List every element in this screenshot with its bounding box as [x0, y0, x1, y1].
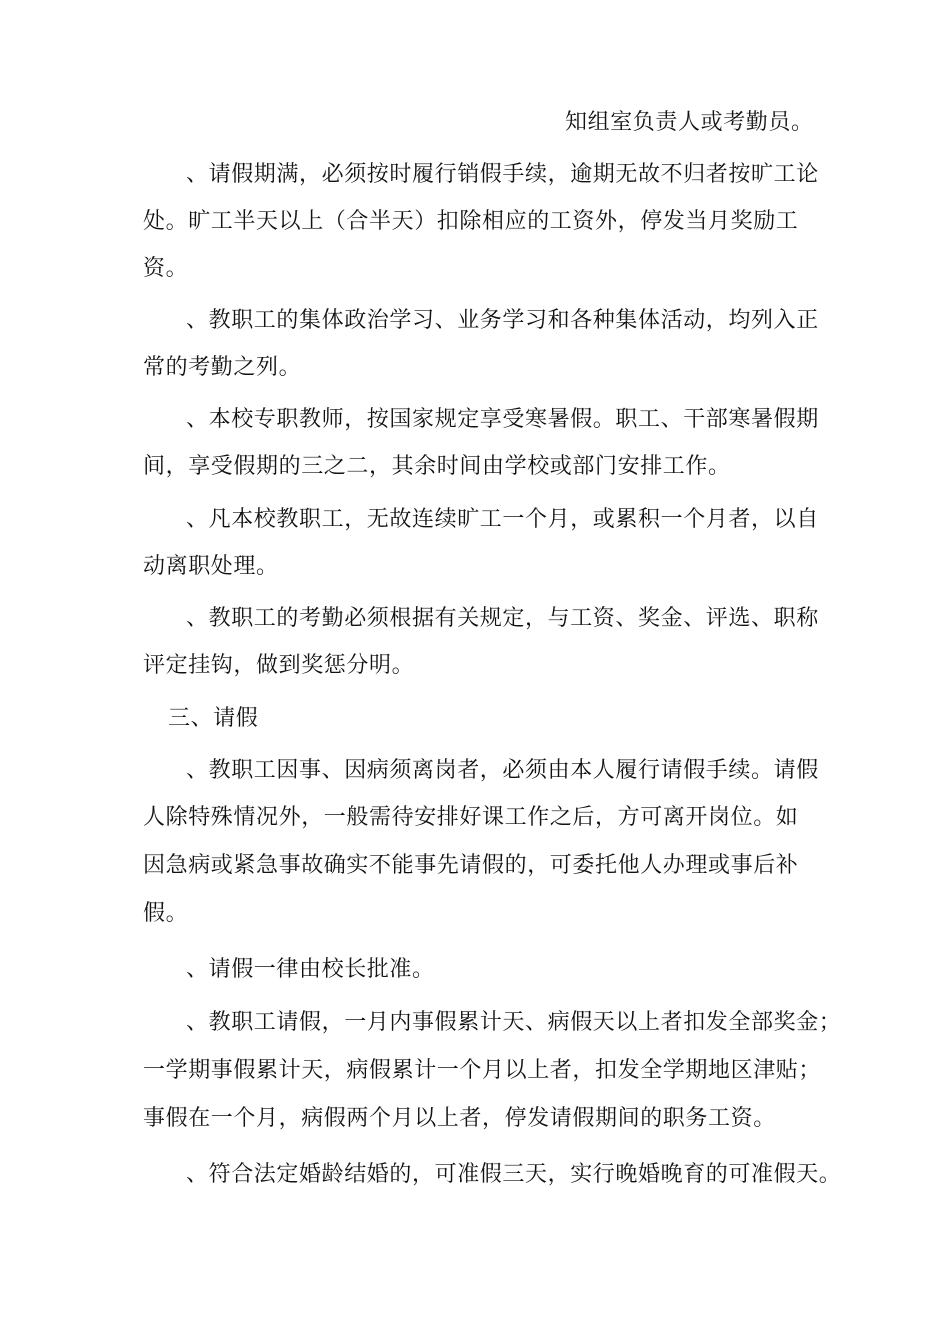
paragraph-line: 常的考勤之列。 [143, 355, 302, 380]
paragraph-line: 、请假一律由校长批准。 [186, 957, 435, 982]
paragraph-line: 一学期事假累计天，病假累计一个月以上者，扣发全学期地区津贴； [143, 1058, 822, 1083]
paragraph-line: 、请假期满，必须按时履行销假手续，逾期无故不归者按旷工论 [186, 162, 819, 187]
paragraph-line: 人除特殊情况外，一般需待安排好课工作之后，方可离开岗位。如 [143, 805, 799, 830]
paragraph-line: 因急病或紧急事故确实不能事先请假的，可委托他人办理或事后补 [143, 853, 799, 878]
paragraph-line: 资。 [143, 256, 189, 281]
paragraph-line: 、教职工请假，一月内事假累计天、病假天以上者扣发全部奖金； [186, 1010, 842, 1035]
paragraph-line: 间，享受假期的三之二，其余时间由学校或部门安排工作。 [143, 454, 731, 479]
paragraph-line: 动离职处理。 [143, 554, 279, 579]
paragraph-line: 事假在一个月，病假两个月以上者，停发请假期间的职务工资。 [143, 1106, 776, 1131]
paragraph-line: 、教职工的考勤必须根据有关规定，与工资、奖金、评选、职称 [186, 606, 819, 631]
paragraph-line: 、本校专职教师，按国家规定享受寒暑假。职工、干部寒暑假期 [186, 407, 819, 432]
paragraph-line: 、符合法定婚龄结婚的，可准假三天，实行晚婚晚育的可准假天。 [186, 1162, 842, 1187]
paragraph-line: 处。旷工半天以上（合半天）扣除相应的工资外，停发当月奖励工 [143, 209, 799, 234]
paragraph-line: 假。 [143, 901, 189, 926]
section-heading: 三、请假 [168, 706, 259, 731]
continuation-line: 知组室负责人或考勤员。 [565, 110, 814, 135]
paragraph-line: 评定挂钩，做到奖惩分明。 [143, 653, 415, 678]
paragraph-line: 、教职工的集体政治学习、业务学习和各种集体活动，均列入正 [186, 308, 819, 333]
paragraph-line: 、凡本校教职工，无故连续旷工一个月，或累积一个月者，以自 [186, 507, 819, 532]
paragraph-line: 、教职工因事、因病须离岗者，必须由本人履行请假手续。请假 [186, 758, 819, 783]
